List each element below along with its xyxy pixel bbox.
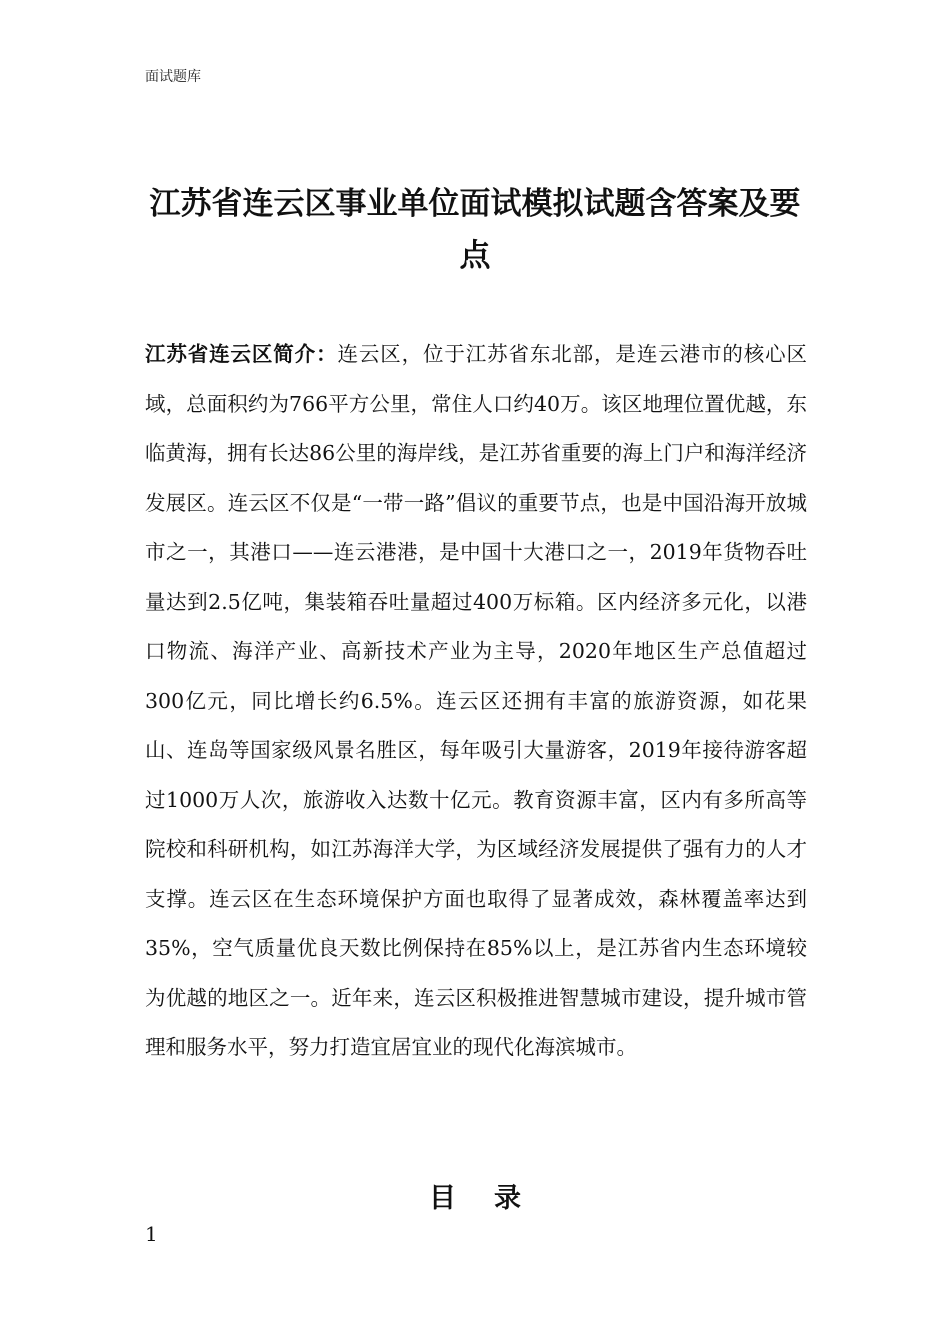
- intro-label: 江苏省连云区简介：: [145, 342, 338, 366]
- intro-paragraph: [145, 330, 807, 1073]
- page-number: 1: [145, 1222, 158, 1246]
- intro-text: 连云区，位于江苏省东北部，是连云港市的核心区域，总面积约为766平方公里，常住人口约40万。该区地理位置优越，东临黄海，拥有长达86公里的海岸线，是江苏省重要的海上门户和海洋经济发展区。连云区不仅是“一带一路”倡议的重要节点，也是中国沿海开放城市之一，其港口——连云港港，是中国十大港口之一，2019年货物吞吐量达到2.5亿吨，集装箱吞吐量超过400万标箱。区内经济多元化，以港口物流、海洋产业、高新技术产业为主导，2020年地区生产总值超过300亿元，同比增长约6.5%。连云区还拥有丰富的旅游资源，如花果山、连岛等国家级风景名胜区，每年吸引大量游客，2019年接待游客超过1000万人次，旅游收入达数十亿元。教育资源丰富，区内有多所高等院校和科研机构，如江苏海洋大学，为区域经济发展提供了强有力的人才支撑。连云区在生态环境保护方面也取得了显著成效，森林覆盖率达到35%，空气质量优良天数比例保持在85%以上，是江苏省内生态环境较为优越的地区之一。近年来，连云区积极推进智慧城市建设，提升城市管理和服务水平，努力打造宜居宜业的现代化海滨城市。: [145, 342, 808, 1059]
- header-label: 面试题库: [145, 69, 201, 85]
- document-title: 江苏省连云区事业单位面试模拟试题含答案及要点: [149, 186, 801, 274]
- toc-heading: 目录: [429, 1183, 559, 1214]
